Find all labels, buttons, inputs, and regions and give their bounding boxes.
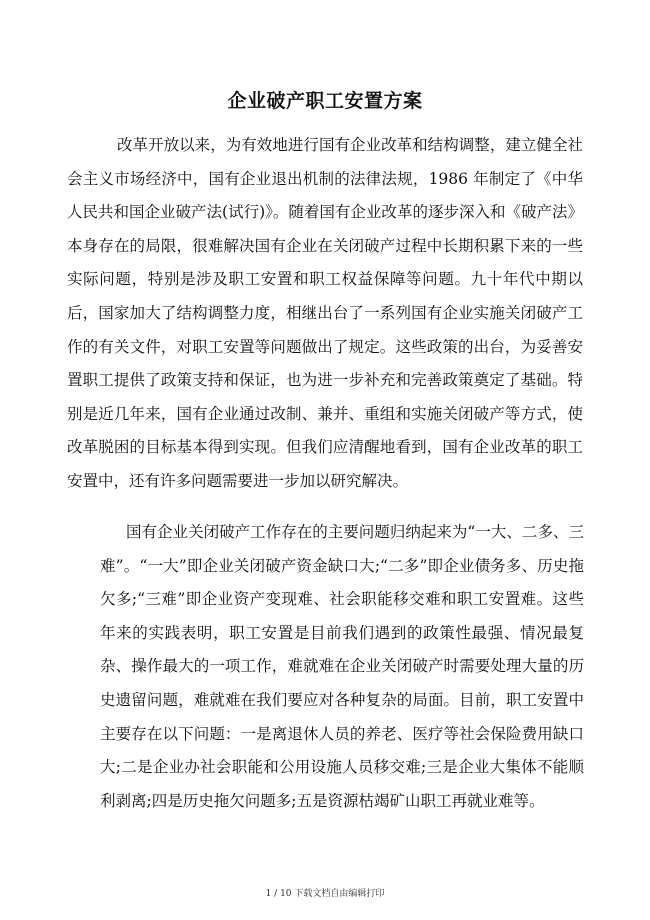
page-footer: 1 / 10 下载文档自由编辑打印 — [265, 889, 385, 899]
document-title: 企业破产职工安置方案 — [227, 90, 423, 112]
paragraph-1: 改革开放以来，为有效地进行国有企业改革和结构调整，建立健全社会主义市场经济中，国有企业退出机制的法律法规，1986 年制定了《中华人民共和国企业破产法(试行)》。随着国有企业改革的逐步深入和《破产法》本身存在的局限，很难解决国有企业在关闭破产过程中长期积累下来的一些实际问题，特别是涉及职工安置和职工权益保障等问题。九十年代中期以后，国家加大了结构调整力度，相继出台了一系列国有企业实施关闭破产工作的有关文件，对职工安置等问题做出了规定。这些政策的出台，为妥善安置职工提供了政策支持和保证，也为进一步补充和完善政策奠定了基础。特别是近几年来，国有企业通过改制、兼并、重组和实施关闭破产等方式，使改革脱困的目标基本得到实现。但我们应清醒地看到，国有企业改革的职工安置中，还有许多问题需要进一步加以研究解决。 — [67, 136, 583, 490]
paragraph-2: 国有企业关闭破产工作存在的主要问题归纳起来为“一大、二多、三难”。“一大”即企业关闭破产资金缺口大;“二多”即企业债务多、历史拖欠多;“三难”即企业资产变现难、社会职能移交难和职工安置难。这些年来的实践表明，职工安置是目前我们遇到的政策性最强、情况最复杂、操作最大的一项工作，难就难在企业关闭破产时需要处理大量的历史遗留问题，难就难在我们要应对各种复杂的局面。目前，职工安置中主要存在以下问题：一是离退休人员的养老、医疗等社会保险费用缺口大;二是企业办社会职能和公用设施人员移交难;三是企业大集体不能顺利剥离;四是历史拖欠问题多;五是资源枯竭矿山职工再就业难等。 — [100, 523, 584, 810]
